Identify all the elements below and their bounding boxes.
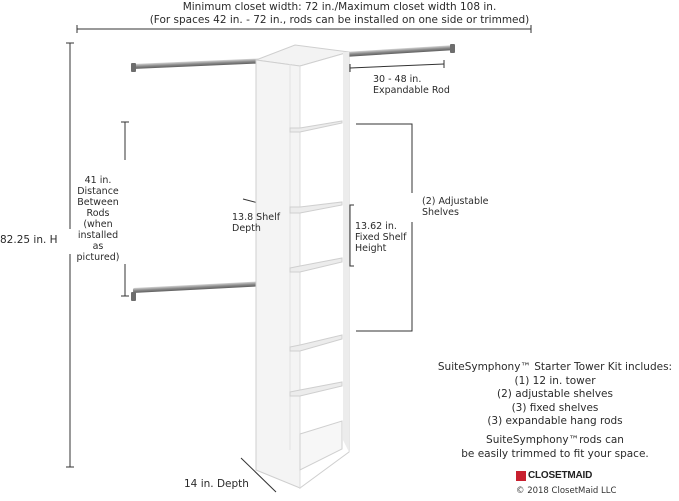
- rod-distance-dimension: [121, 122, 129, 296]
- fixed-shelf-height-label: [355, 221, 407, 254]
- rod-distance-line: Between: [77, 197, 119, 208]
- rod-trim-note-line: SuiteSymphony™rods can: [486, 434, 624, 446]
- height-label: 82.25 in. H: [0, 234, 58, 246]
- kit-item: (3) fixed shelves: [511, 401, 599, 414]
- rod-distance-line: Distance: [77, 186, 119, 197]
- upper-right-rod: [344, 44, 455, 57]
- shelf-height-line: Height: [355, 243, 387, 254]
- shelf-height-value: 13.62 in.: [355, 221, 397, 232]
- kit-item: (3) expandable hang rods: [487, 415, 623, 427]
- adjustable-shelves-caption: Shelves: [422, 207, 459, 218]
- logo-mark-icon: [516, 471, 526, 481]
- rod-distance-value: 41 in.: [84, 175, 112, 186]
- adjustable-shelves-label: [422, 196, 489, 218]
- logo-text: CLOSETMAID: [528, 470, 593, 481]
- rod-distance-line: as: [92, 241, 104, 252]
- rod-distance-line: installed: [77, 230, 119, 241]
- closetmaid-logo: [516, 470, 592, 481]
- adjustable-shelves-count: (2) Adjustable: [422, 196, 489, 207]
- height-dimension: [66, 43, 74, 467]
- rod-distance-line: (when: [83, 219, 113, 230]
- rod-distance-label: [74, 175, 122, 263]
- rod-width-caption: Expandable Rod: [373, 85, 450, 96]
- depth-label: 14 in. Depth: [184, 478, 249, 490]
- kit-item: (1) 12 in. tower: [514, 374, 596, 387]
- closet-width-label: Minimum closet width: 72 in./Maximum closet width 108 in.: [182, 1, 497, 13]
- rod-width-dimension: [350, 60, 444, 72]
- rod-width-value: 30 - 48 in.: [373, 74, 422, 85]
- copyright-text: © 2018 ClosetMaid LLC: [516, 486, 617, 496]
- rod-distance-line: pictured): [76, 252, 120, 263]
- rod-trim-note-line: be easily trimmed to fit your space.: [461, 447, 649, 460]
- rod-distance-line: Rods: [86, 208, 110, 219]
- shelf-depth-value: 13.8 Shelf: [232, 212, 281, 223]
- rod-installation-note: (For spaces 42 in. - 72 in., rods can be installed on one side or trimmed): [149, 14, 530, 26]
- rod-width-label: [373, 74, 450, 96]
- kit-contents: [430, 361, 679, 429]
- kit-item: (2) adjustable shelves: [497, 388, 613, 400]
- kit-title: SuiteSymphony™ Starter Tower Kit includes:: [437, 361, 673, 373]
- rod-trim-note: [430, 434, 679, 461]
- shelf-depth-caption: Depth: [232, 223, 261, 234]
- shelf-depth-label: [232, 212, 280, 234]
- shelf-height-line: Fixed Shelf: [355, 232, 407, 243]
